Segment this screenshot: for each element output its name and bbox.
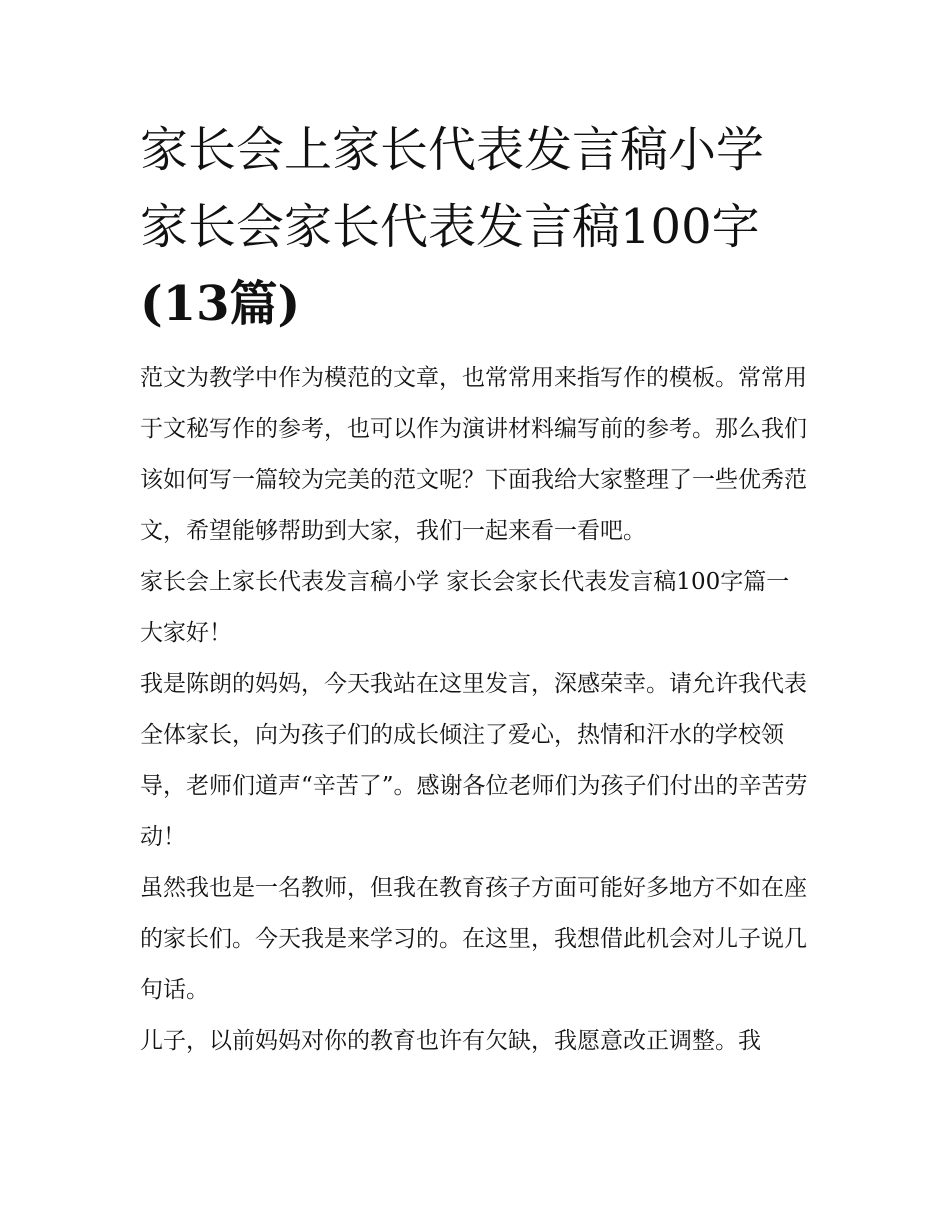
paragraph-introduction-speaker: 我是陈朗的妈妈，今天我站在这里发言，深感荣幸。请允许我代表全体家长，向为孩子们的成长倾注了爱心，热情和汗水的学校领导，老师们道声“辛苦了”。感谢各位老师们为孩子们付出的辛苦劳动！	[140, 671, 808, 850]
paragraph-teacher-note: 虽然我也是一名教师，但我在教育孩子方面可能好多地方不如在座的家长们。今天我是来学习的。在这里，我想借此机会对儿子说几句话。	[140, 875, 807, 1003]
title-line-2: 家长会家长代表发言稿100字	[140, 199, 760, 255]
title-line-3: (13篇)	[140, 276, 301, 332]
document-page	[140, 112, 812, 1067]
title-line-1: 家长会上家长代表发言稿小学	[140, 122, 765, 178]
paragraph-intro: 范文为教学中作为模范的文章，也常常用来指写作的模板。常常用于文秘写作的参考，也可以作为演讲材料编写前的参考。那么我们该如何写一篇较为完美的范文呢？下面我给大家整理了一些优秀范文，希望能够帮助到大家，我们一起来看一看吧。	[140, 365, 807, 544]
document-body	[140, 353, 812, 1067]
paragraph-heading: 家长会上家长代表发言稿小学 家长会家长代表发言稿100字篇一 大家好！	[140, 569, 790, 646]
document-title	[140, 112, 812, 343]
paragraph-to-son: 儿子，以前妈妈对你的教育也许有欠缺，我愿意改正调整。我	[140, 1028, 761, 1054]
